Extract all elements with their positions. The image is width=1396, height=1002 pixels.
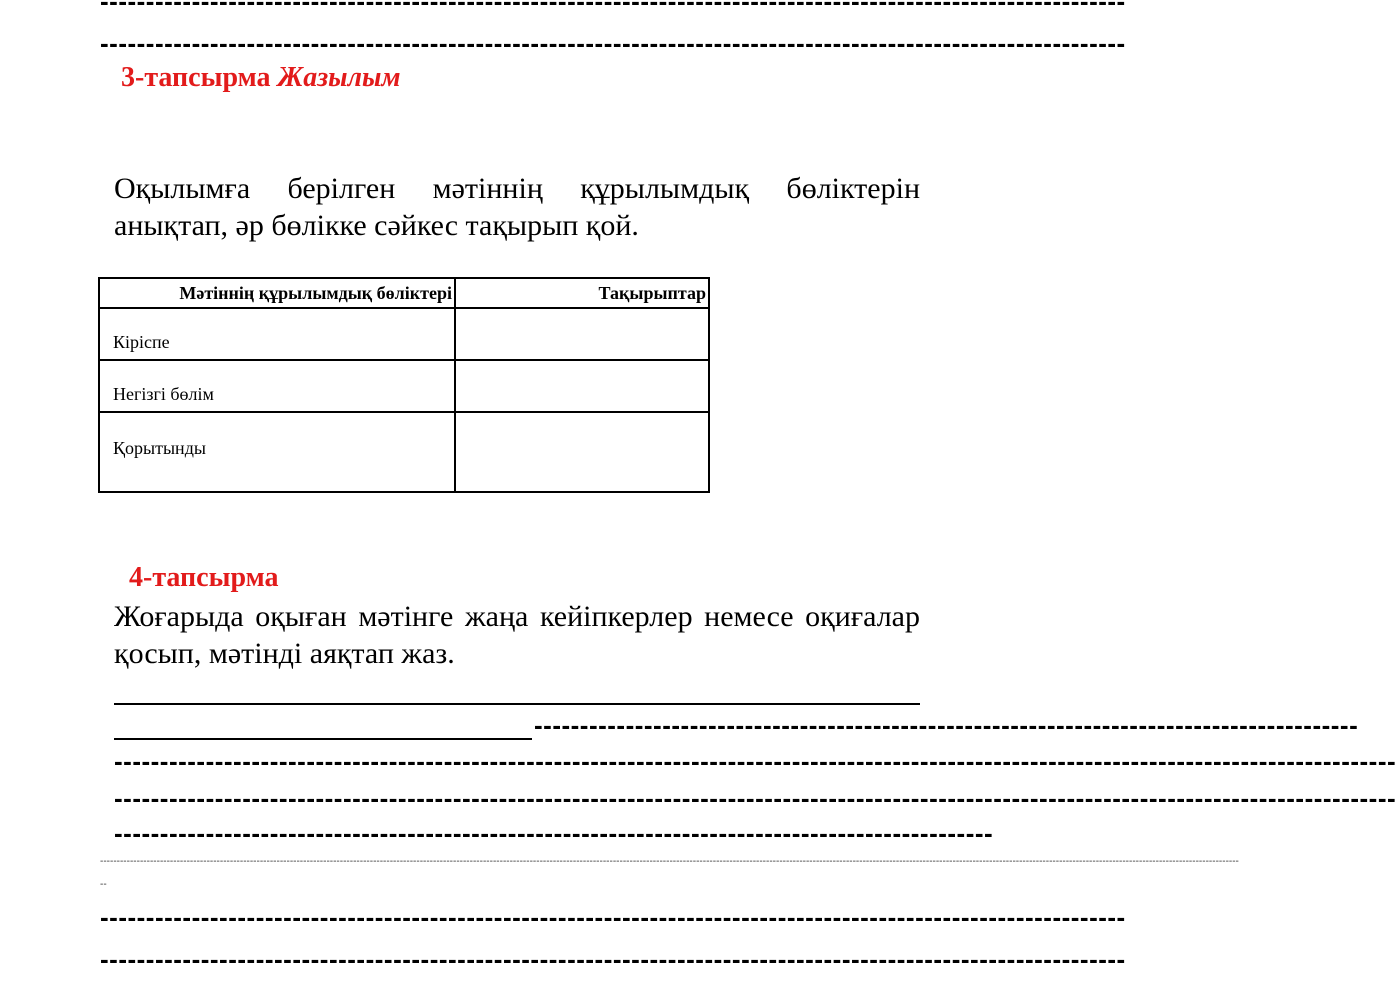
table-header-row xyxy=(99,278,709,308)
table-row xyxy=(99,360,709,412)
answer-underline-2[interactable] xyxy=(114,738,532,740)
thin-dash-line-2: -- xyxy=(100,879,107,890)
answer-dash-line-4[interactable]: ------------------------------------------------------------------------------------------------ xyxy=(114,818,994,848)
task3-heading xyxy=(121,62,401,94)
answer-dash-line-3[interactable]: -------------------------------------------------------------------------------------------------------------------------------------------- xyxy=(114,783,1396,813)
row-topic-input-intro[interactable] xyxy=(455,308,709,360)
task3-heading-number: 3-тапсырма xyxy=(121,62,271,93)
top-dash-line-2: ---------------------------------------------------------------------------------------------------------------- xyxy=(100,28,1126,58)
row-part-intro: Кіріспе xyxy=(99,308,455,360)
task4-instruction: Жоғарыда оқыған мәтінге жаңа кейіпкерлер немесе оқиғалар қосып, мәтінді аяқтап жаз. xyxy=(114,600,920,670)
header-topics: Тақырыптар xyxy=(455,278,709,308)
row-topic-input-main[interactable] xyxy=(455,360,709,412)
answer-dash-line-1[interactable]: ------------------------------------------------------------------------------------------ xyxy=(534,710,1359,740)
row-topic-input-conclusion[interactable] xyxy=(455,412,709,492)
header-parts: Мәтіннің құрылымдық бөліктері xyxy=(99,278,455,308)
row-part-main: Негізгі бөлім xyxy=(99,360,455,412)
answer-underline-1[interactable] xyxy=(114,703,920,705)
table-row xyxy=(99,412,709,492)
bottom-dash-line-1: ---------------------------------------------------------------------------------------------------------------- xyxy=(100,902,1126,932)
thin-dash-line-1: ------------------------------------------------------------------------------------------------------------------------------------------------------------------------------------------------------------------------------------------------------------------------------------------------------------------------------------------------------ xyxy=(100,856,1239,867)
answer-dash-line-2[interactable]: -------------------------------------------------------------------------------------------------------------------------------------------- xyxy=(114,746,1396,776)
bottom-dash-line-2: ---------------------------------------------------------------------------------------------------------------- xyxy=(100,944,1126,974)
structure-table xyxy=(98,277,710,493)
table-row xyxy=(99,308,709,360)
row-part-conclusion: Қорытынды xyxy=(99,412,455,492)
task4-heading: 4-тапсырма xyxy=(129,562,279,593)
task3-heading-title: Жазылым xyxy=(277,62,401,93)
top-dash-line-1: ---------------------------------------------------------------------------------------------------------------- xyxy=(100,0,1126,16)
task3-instruction: Оқылымға берілген мәтіннің құрылымдық бөліктерін анықтап, әр бөлікке сәйкес тақырып қой. xyxy=(114,172,920,242)
